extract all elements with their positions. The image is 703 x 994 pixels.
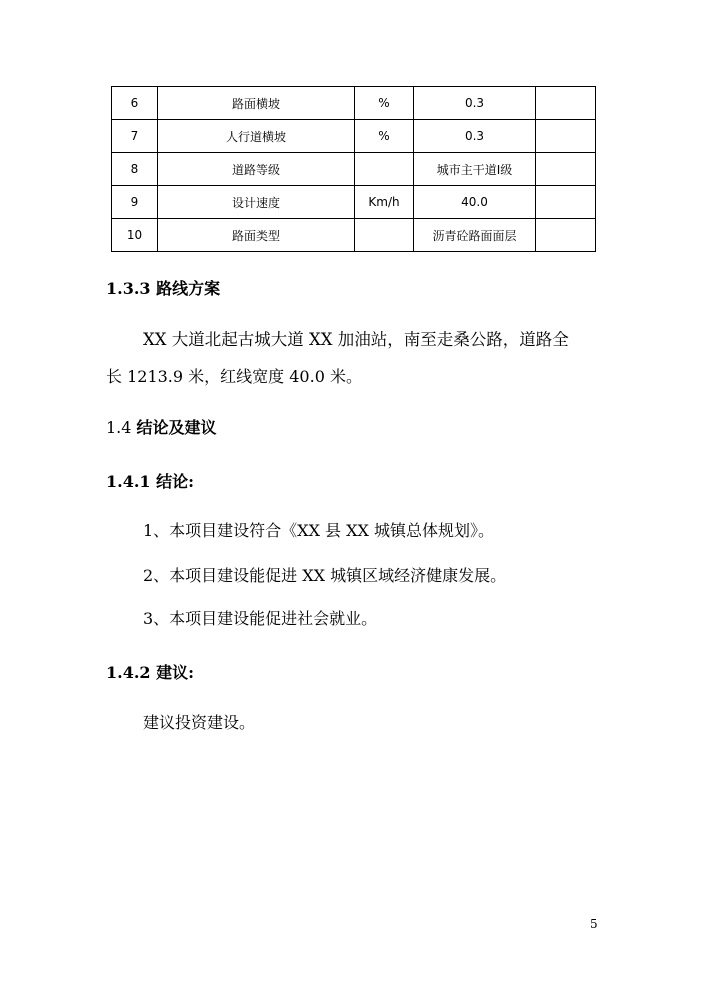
unit-cell: [355, 219, 414, 252]
conclusion-item-2: 2、本项目建设能促进 XX 城镇区域经济健康发展。: [143, 566, 507, 585]
section-1-3-3-heading: 1.3.3 路线方案: [106, 279, 221, 298]
note-cell: [536, 153, 596, 186]
row-number-cell: 10: [112, 219, 158, 252]
route-paragraph-line1: XX 大道北起古城大道 XX 加油站，南至走桑公路，道路全: [143, 330, 569, 349]
unit-cell: [355, 153, 414, 186]
spec-table: [111, 86, 596, 252]
table-row: [112, 186, 596, 219]
page-number: 5: [590, 917, 598, 931]
note-cell: [536, 186, 596, 219]
value-cell: 沥青砼路面面层: [414, 219, 536, 252]
value-cell: 0.3: [414, 120, 536, 153]
item-name-cell: 人行道横坡: [158, 120, 355, 153]
note-cell: [536, 219, 596, 252]
advice-text: 建议投资建设。: [143, 713, 256, 732]
unit-cell: %: [355, 87, 414, 120]
table-row: [112, 87, 596, 120]
unit-cell: Km/h: [355, 186, 414, 219]
item-name-cell: 设计速度: [158, 186, 355, 219]
row-number-cell: 9: [112, 186, 158, 219]
table-row: [112, 153, 596, 186]
section-1-4-title: 结论及建议: [136, 418, 217, 437]
note-cell: [536, 120, 596, 153]
section-1-4-1-heading: 1.4.1 结论:: [106, 472, 195, 491]
section-1-4-number: 1.4: [106, 418, 137, 437]
conclusion-item-1: 1、本项目建设符合《XX 县 XX 城镇总体规划》。: [143, 521, 495, 540]
row-number-cell: 8: [112, 153, 158, 186]
conclusion-item-3: 3、本项目建设能促进社会就业。: [143, 609, 378, 628]
value-cell: 城市主干道Ⅰ级: [414, 153, 536, 186]
row-number-cell: 6: [112, 87, 158, 120]
section-1-4-2-heading: 1.4.2 建议:: [106, 663, 195, 682]
note-cell: [536, 87, 596, 120]
table-row: [112, 219, 596, 252]
item-name-cell: 道路等级: [158, 153, 355, 186]
row-number-cell: 7: [112, 120, 158, 153]
value-cell: 40.0: [414, 186, 536, 219]
item-name-cell: 路面类型: [158, 219, 355, 252]
value-cell: 0.3: [414, 87, 536, 120]
item-name-cell: 路面横坡: [158, 87, 355, 120]
table-row: [112, 120, 596, 153]
route-paragraph-line2: 长 1213.9 米，红线宽度 40.0 米。: [106, 367, 362, 386]
section-1-4-heading: [106, 418, 217, 438]
unit-cell: %: [355, 120, 414, 153]
